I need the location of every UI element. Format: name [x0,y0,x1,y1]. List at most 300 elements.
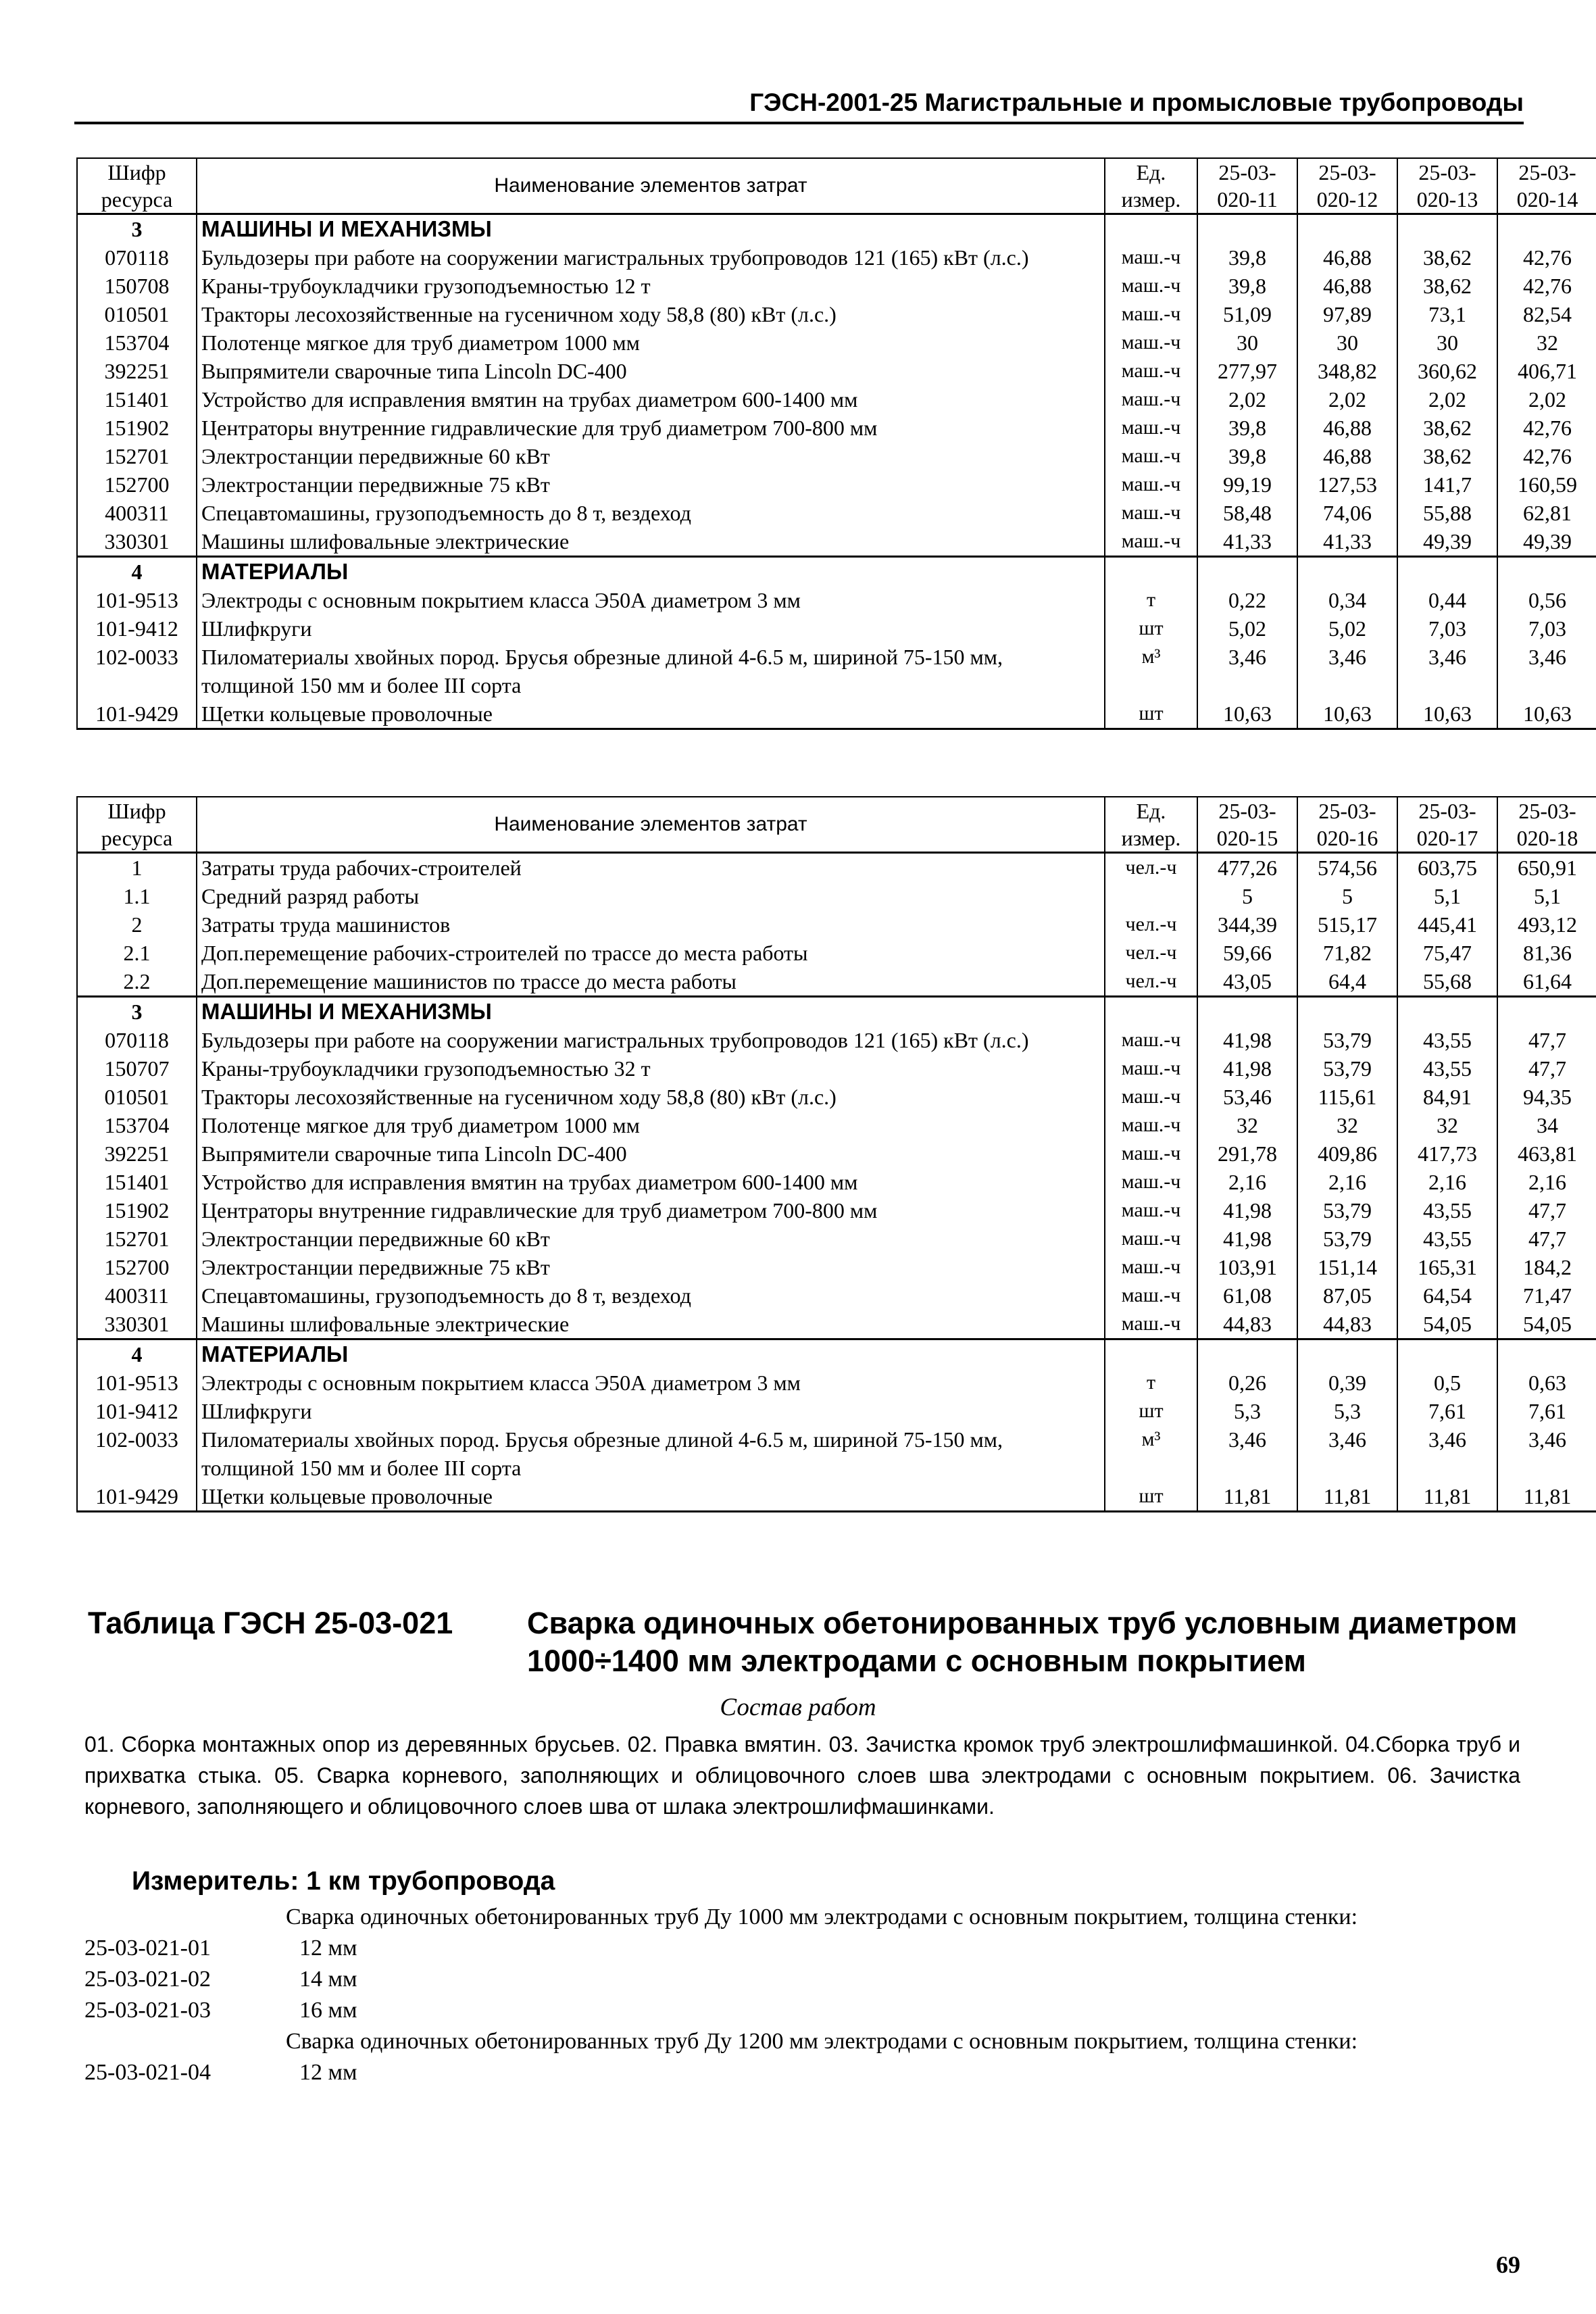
works-text: 01. Сборка монтажных опор из деревянных брусьев. 02. Правка вмятин. 03. Зачистка кромок труб электрошлифмашинкой. 04.Сборка труб и прихватка стыка. 05. Сварка корневого, заполняющих и облицовочного слоев шва электродами с основным покрытием. 06. Зачистка корневого, заполняющего и облицовочного слоев шва от шлака электрошлифмашинками. [84,1732,1520,1819]
value-col-2: 53,79 [1297,1196,1397,1225]
unit [1105,997,1197,1027]
unit: маш.-ч [1105,499,1197,527]
value-col-2 [1297,557,1397,587]
resource-code: 152701 [77,442,197,470]
table-heading: Сварка одиночных обетонированных труб условным диаметром 1000÷1400 мм электродами с основным покрытием [527,1606,1518,1678]
value-col-3: 55,68 [1397,967,1497,997]
header-col-4: 25-03-020-14 [1497,158,1596,214]
table-row [77,527,1596,557]
norm-thickness: 12 мм [299,2060,357,2085]
value-col-4: 3,46 [1497,1425,1596,1482]
unit: маш.-ч [1105,1168,1197,1196]
value-col-2: 3,46 [1297,643,1397,699]
value-col-3: 2,02 [1397,385,1497,414]
section-row [77,557,1596,587]
value-col-2: 115,61 [1297,1083,1397,1111]
unit: маш.-ч [1105,1111,1197,1139]
value-col-2: 574,56 [1297,853,1397,883]
value-col-2: 127,53 [1297,470,1397,499]
resource-name: Тракторы лесохозяйственные на гусеничном ходу 58,8 (80) кВт (л.с.) [197,300,1105,328]
value-col-1 [1197,1339,1297,1369]
norm-item [84,1964,1524,1995]
resource-code: 3 [77,214,197,244]
section-row [77,214,1596,244]
resource-name: Выпрямители сварочные типа Lincoln DC-400 [197,357,1105,385]
resource-name: Средний разряд работы [197,882,1105,910]
header-name: Наименование элементов затрат [197,797,1105,853]
value-col-3: 0,5 [1397,1369,1497,1397]
table-row [77,243,1596,272]
works-title: Состав работ [720,1694,876,1721]
section-row [77,1339,1596,1369]
header-col-3: 25-03-020-13 [1397,158,1497,214]
resource-code: 1 [77,853,197,883]
resource-code: 070118 [77,243,197,272]
unit: т [1105,586,1197,614]
value-col-1: 477,26 [1197,853,1297,883]
value-col-4: 62,81 [1497,499,1596,527]
value-col-3: 603,75 [1397,853,1497,883]
value-col-4: 2,16 [1497,1168,1596,1196]
resource-code: 4 [77,557,197,587]
value-col-4: 184,2 [1497,1253,1596,1281]
table-row [77,967,1596,997]
resource-name: Бульдозеры при работе на сооружении магистральных трубопроводов 121 (165) кВт (л.с.) [197,243,1105,272]
value-col-1: 59,66 [1197,939,1297,967]
value-col-2: 74,06 [1297,499,1397,527]
table-row [77,1168,1596,1196]
section-name: МАШИНЫ И МЕХАНИЗМЫ [197,214,1105,244]
value-col-4: 42,76 [1497,442,1596,470]
norm-thickness: 14 мм [299,1967,357,1992]
unit: чел.-ч [1105,967,1197,997]
resource-name: Бульдозеры при работе на сооружении магистральных трубопроводов 121 (165) кВт (л.с.) [197,1026,1105,1054]
value-col-3 [1397,214,1497,244]
table-row [77,1083,1596,1111]
value-col-1: 41,98 [1197,1026,1297,1054]
table-row [77,1482,1596,1512]
resource-name: Электроды с основным покрытием класса Э50А диаметром 3 мм [197,586,1105,614]
resource-name: Доп.перемещение машинистов по трассе до места работы [197,967,1105,997]
value-col-3: 43,55 [1397,1225,1497,1253]
resource-name: Электростанции передвижные 75 кВт [197,470,1105,499]
value-col-4: 61,64 [1497,967,1596,997]
resource-name: Краны-трубоукладчики грузоподъемностью 32 т [197,1054,1105,1083]
value-col-4: 7,61 [1497,1397,1596,1425]
value-col-3: 55,88 [1397,499,1497,527]
resource-name: Доп.перемещение рабочих-строителей по трассе до места работы [197,939,1105,967]
value-col-2: 64,4 [1297,967,1397,997]
value-col-3 [1397,557,1497,587]
value-col-4: 32 [1497,328,1596,357]
table-row [77,643,1596,699]
unit: маш.-ч [1105,1083,1197,1111]
unit: маш.-ч [1105,1253,1197,1281]
value-col-1: 58,48 [1197,499,1297,527]
value-col-4: 0,56 [1497,586,1596,614]
resource-name: Выпрямители сварочные типа Lincoln DC-400 [197,1139,1105,1168]
value-col-3: 54,05 [1397,1310,1497,1339]
value-col-3: 141,7 [1397,470,1497,499]
resource-code: 2 [77,910,197,939]
value-col-3: 49,39 [1397,527,1497,557]
value-col-2: 41,33 [1297,527,1397,557]
value-col-2: 87,05 [1297,1281,1397,1310]
value-col-3: 3,46 [1397,643,1497,699]
unit: маш.-ч [1105,1139,1197,1168]
value-col-1: 5,02 [1197,614,1297,643]
table-row [77,499,1596,527]
value-col-1 [1197,214,1297,244]
table-row [77,1139,1596,1168]
value-col-2: 46,88 [1297,414,1397,442]
resource-code: 153704 [77,1111,197,1139]
value-col-3: 360,62 [1397,357,1497,385]
value-col-1: 277,97 [1197,357,1297,385]
resource-name: Шлифкруги [197,1397,1105,1425]
value-col-4 [1497,214,1596,244]
value-col-1: 44,83 [1197,1310,1297,1339]
value-col-4: 81,36 [1497,939,1596,967]
value-col-2 [1297,997,1397,1027]
unit: маш.-ч [1105,328,1197,357]
value-col-1: 3,46 [1197,643,1297,699]
value-col-2: 515,17 [1297,910,1397,939]
section-name: МАШИНЫ И МЕХАНИЗМЫ [197,997,1105,1027]
value-col-4: 49,39 [1497,527,1596,557]
unit: чел.-ч [1105,939,1197,967]
resource-name: Пиломатериалы хвойных пород. Брусья обрезные длиной 4-6.5 м, шириной 75-150 мм, толщиной 150 мм и более III сорта [197,1425,1105,1482]
value-col-3: 30 [1397,328,1497,357]
resource-code: 2.2 [77,967,197,997]
resource-code: 2.1 [77,939,197,967]
value-col-1: 99,19 [1197,470,1297,499]
header-col-1: 25-03-020-15 [1197,797,1297,853]
header-code: Шифр ресурса [77,797,197,853]
value-col-1: 291,78 [1197,1139,1297,1168]
resource-code: 150707 [77,1054,197,1083]
resource-name: Пиломатериалы хвойных пород. Брусья обрезные длиной 4-6.5 м, шириной 75-150 мм, толщиной 150 мм и более III сорта [197,643,1105,699]
value-col-3 [1397,1339,1497,1369]
table-row [77,272,1596,300]
value-col-1: 39,8 [1197,414,1297,442]
value-col-3: 43,55 [1397,1026,1497,1054]
resource-name: Спецавтомашины, грузоподъемность до 8 т, вездеход [197,499,1105,527]
table-body [77,214,1596,729]
unit: маш.-ч [1105,1310,1197,1339]
value-col-4: 406,71 [1497,357,1596,385]
section-name: МАТЕРИАЛЫ [197,1339,1105,1369]
unit: т [1105,1369,1197,1397]
resource-name: Тракторы лесохозяйственные на гусеничном ходу 58,8 (80) кВт (л.с.) [197,1083,1105,1111]
resource-code: 392251 [77,1139,197,1168]
value-col-3: 445,41 [1397,910,1497,939]
header-unit: Ед. измер. [1105,797,1197,853]
resource-name: Затраты труда машинистов [197,910,1105,939]
resource-name: Полотенце мягкое для труб диаметром 1000 мм [197,1111,1105,1139]
value-col-4: 42,76 [1497,243,1596,272]
value-col-4: 42,76 [1497,414,1596,442]
value-col-2: 5,3 [1297,1397,1397,1425]
value-col-2: 30 [1297,328,1397,357]
value-col-4: 3,46 [1497,643,1596,699]
value-col-1 [1197,557,1297,587]
value-col-3: 64,54 [1397,1281,1497,1310]
table-row [77,357,1596,385]
value-col-3: 11,81 [1397,1482,1497,1512]
value-col-2: 2,16 [1297,1168,1397,1196]
norm-code: 25-03-021-02 [84,1967,211,1992]
unit: маш.-ч [1105,1281,1197,1310]
value-col-1: 61,08 [1197,1281,1297,1310]
unit: маш.-ч [1105,300,1197,328]
norm-code: 25-03-021-04 [84,2060,211,2085]
value-col-4: 54,05 [1497,1310,1596,1339]
value-col-4: 2,02 [1497,385,1596,414]
table-header-row [77,158,1596,214]
unit: маш.-ч [1105,357,1197,385]
resource-name: Машины шлифовальные электрические [197,527,1105,557]
resource-table-2 [76,796,1596,1512]
value-col-2: 3,46 [1297,1425,1397,1482]
value-col-2: 5,02 [1297,614,1397,643]
norm-item [84,1933,1524,1964]
resource-code: 3 [77,997,197,1027]
unit: маш.-ч [1105,442,1197,470]
value-col-1: 53,46 [1197,1083,1297,1111]
value-col-3: 84,91 [1397,1083,1497,1111]
value-col-2: 46,88 [1297,272,1397,300]
table-row [77,1397,1596,1425]
value-col-2: 10,63 [1297,699,1397,729]
table-row [77,1425,1596,1482]
value-col-3: 10,63 [1397,699,1497,729]
value-col-1: 5,3 [1197,1397,1297,1425]
value-col-4: 47,7 [1497,1196,1596,1225]
value-col-3: 38,62 [1397,414,1497,442]
unit: маш.-ч [1105,272,1197,300]
unit [1105,882,1197,910]
unit [1105,214,1197,244]
value-col-3 [1397,997,1497,1027]
value-col-4: 82,54 [1497,300,1596,328]
value-col-1: 103,91 [1197,1253,1297,1281]
value-col-1: 3,46 [1197,1425,1297,1482]
value-col-2: 53,79 [1297,1026,1397,1054]
header-col-1: 25-03-020-11 [1197,158,1297,214]
unit: шт [1105,1397,1197,1425]
table-row [77,1026,1596,1054]
resource-code: 400311 [77,1281,197,1310]
unit: маш.-ч [1105,1054,1197,1083]
norm-item [84,2057,1524,2088]
norm-thickness: 12 мм [299,1936,357,1961]
resource-code: 151401 [77,385,197,414]
unit: маш.-ч [1105,527,1197,557]
resource-name: Спецавтомашины, грузоподъемность до 8 т, вездеход [197,1281,1105,1310]
unit: маш.-ч [1105,1026,1197,1054]
value-col-3: 7,61 [1397,1397,1497,1425]
resource-code: 150708 [77,272,197,300]
value-col-2: 2,02 [1297,385,1397,414]
resource-code: 392251 [77,357,197,385]
resource-code: 010501 [77,300,197,328]
table-row [77,586,1596,614]
value-col-1: 0,22 [1197,586,1297,614]
table-row [77,1253,1596,1281]
header-col-2: 25-03-020-16 [1297,797,1397,853]
value-col-3: 417,73 [1397,1139,1497,1168]
norm-item [84,1995,1524,2026]
resource-name: Затраты труда рабочих-строителей [197,853,1105,883]
value-col-4: 47,7 [1497,1225,1596,1253]
resource-name: Краны-трубоукладчики грузоподъемностью 12 т [197,272,1105,300]
value-col-3: 32 [1397,1111,1497,1139]
resource-name: Центраторы внутренние гидравлические для труб диаметром 700-800 мм [197,1196,1105,1225]
norm-thickness: 16 мм [299,1998,357,2023]
value-col-2: 71,82 [1297,939,1397,967]
unit: чел.-ч [1105,853,1197,883]
resource-name: Центраторы внутренние гидравлические для труб диаметром 700-800 мм [197,414,1105,442]
header-col-2: 25-03-020-12 [1297,158,1397,214]
header-code: Шифр ресурса [77,158,197,214]
value-col-1: 41,33 [1197,527,1297,557]
unit: шт [1105,614,1197,643]
value-col-4: 71,47 [1497,1281,1596,1310]
value-col-4: 650,91 [1497,853,1596,883]
unit: маш.-ч [1105,1225,1197,1253]
table-row [77,328,1596,357]
unit: маш.-ч [1105,414,1197,442]
value-col-1 [1197,997,1297,1027]
resource-code: 101-9429 [77,699,197,729]
value-col-2: 46,88 [1297,442,1397,470]
value-col-2: 0,34 [1297,586,1397,614]
table-title: Таблица ГЭСН 25-03-021 [88,1606,453,1640]
value-col-4: 94,35 [1497,1083,1596,1111]
value-col-3: 38,62 [1397,272,1497,300]
value-col-2: 151,14 [1297,1253,1397,1281]
unit: чел.-ч [1105,910,1197,939]
unit: маш.-ч [1105,385,1197,414]
value-col-4: 47,7 [1497,1026,1596,1054]
table-row [77,1225,1596,1253]
value-col-4: 42,76 [1497,272,1596,300]
unit [1105,1339,1197,1369]
value-col-1: 2,16 [1197,1168,1297,1196]
value-col-3: 0,44 [1397,586,1497,614]
value-col-2: 32 [1297,1111,1397,1139]
value-col-3: 43,55 [1397,1054,1497,1083]
unit: шт [1105,699,1197,729]
resource-table-1 [76,157,1596,730]
value-col-2: 46,88 [1297,243,1397,272]
resource-code: 153704 [77,328,197,357]
resource-code: 102-0033 [77,643,197,699]
header-unit: Ед. измер. [1105,158,1197,214]
value-col-4 [1497,997,1596,1027]
unit: шт [1105,1482,1197,1512]
value-col-3: 73,1 [1397,300,1497,328]
value-col-4 [1497,1339,1596,1369]
resource-name: Шлифкруги [197,614,1105,643]
resource-code: 101-9412 [77,1397,197,1425]
table-row [77,939,1596,967]
value-col-2 [1297,214,1397,244]
resource-name: Устройство для исправления вмятин на трубах диаметром 600-1400 мм [197,1168,1105,1196]
value-col-2: 5 [1297,882,1397,910]
norm-group-description: Сварка одиночных обетонированных труб Ду 1000 мм электродами с основным покрытием, толщина стенки: [286,1904,1358,1929]
value-col-4: 11,81 [1497,1482,1596,1512]
unit: м³ [1105,643,1197,699]
value-col-3: 2,16 [1397,1168,1497,1196]
table-row [77,300,1596,328]
value-col-3: 5,1 [1397,882,1497,910]
table-row [77,1196,1596,1225]
value-col-4: 160,59 [1497,470,1596,499]
unit: маш.-ч [1105,470,1197,499]
table-row [77,414,1596,442]
value-col-1: 32 [1197,1111,1297,1139]
resource-code: 1.1 [77,882,197,910]
section-row [77,997,1596,1027]
value-col-3: 3,46 [1397,1425,1497,1482]
meter: Измеритель: 1 км трубопровода [132,1867,555,1896]
value-col-3: 38,62 [1397,442,1497,470]
value-col-1: 10,63 [1197,699,1297,729]
running-header: ГЭСН-2001-25 Магистральные и промысловые трубопроводы [74,87,1524,124]
page-number: 69 [1496,2251,1520,2278]
resource-name: Щетки кольцевые проволочные [197,699,1105,729]
resource-name: Электроды с основным покрытием класса Э50А диаметром 3 мм [197,1369,1105,1397]
table-row [77,1310,1596,1339]
resource-code: 010501 [77,1083,197,1111]
value-col-1: 43,05 [1197,967,1297,997]
resource-name: Щетки кольцевые проволочные [197,1482,1105,1512]
resource-name: Машины шлифовальные электрические [197,1310,1105,1339]
value-col-3: 165,31 [1397,1253,1497,1281]
value-col-1: 39,8 [1197,442,1297,470]
value-col-2: 44,83 [1297,1310,1397,1339]
table-row [77,1054,1596,1083]
resource-name: Электростанции передвижные 75 кВт [197,1253,1105,1281]
resource-code: 152700 [77,470,197,499]
norm-list [84,1902,1524,2088]
table-row [77,699,1596,729]
value-col-2: 0,39 [1297,1369,1397,1397]
table-row [77,910,1596,939]
resource-code: 070118 [77,1026,197,1054]
unit [1105,557,1197,587]
value-col-2: 53,79 [1297,1225,1397,1253]
resource-code: 152701 [77,1225,197,1253]
table-row [77,385,1596,414]
value-col-1: 51,09 [1197,300,1297,328]
resource-code: 102-0033 [77,1425,197,1482]
value-col-3: 38,62 [1397,243,1497,272]
value-col-2: 53,79 [1297,1054,1397,1083]
resource-code: 101-9429 [77,1482,197,1512]
resource-code: 151902 [77,1196,197,1225]
resource-code: 330301 [77,527,197,557]
value-col-3: 43,55 [1397,1196,1497,1225]
section-name: МАТЕРИАЛЫ [197,557,1105,587]
resource-code: 151902 [77,414,197,442]
resource-code: 152700 [77,1253,197,1281]
resource-code: 400311 [77,499,197,527]
table-row [77,442,1596,470]
value-col-4 [1497,557,1596,587]
